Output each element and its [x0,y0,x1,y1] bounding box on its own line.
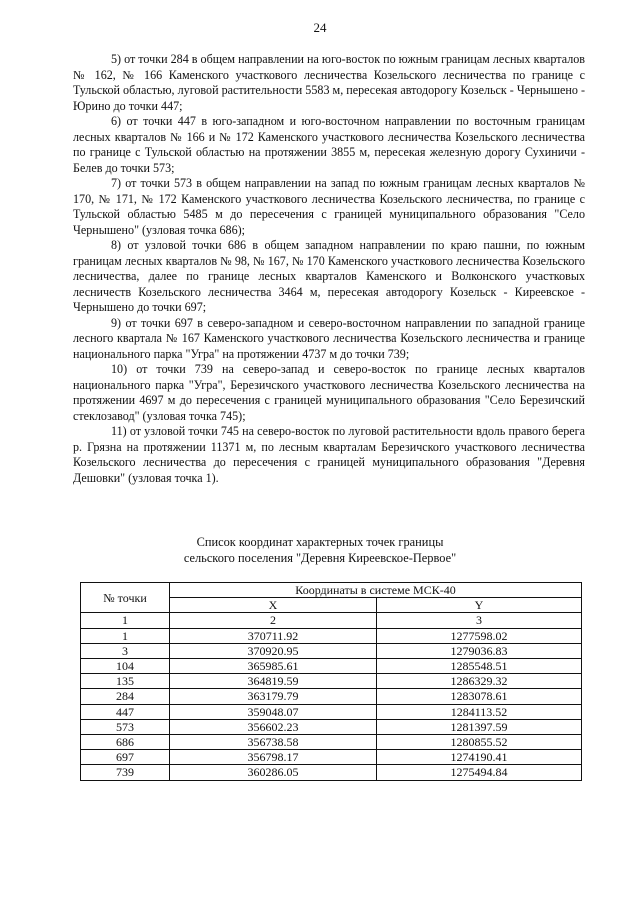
y-cell: 1280855.52 [377,735,582,750]
y-cell: 1285548.51 [377,659,582,674]
table-row [81,704,582,719]
column-number-row [81,613,582,628]
paragraph-5: 5) от точки 284 в общем направлении на юго-восток по южным границам лесных кварталов № 162, № 166 Каменского участкового лесничества Козельского лесничества по границе с Тульской областью, луговой растительности 5583 м, пересекая автодорогу Козельск - Чернышено - Юрино до точки 447; [73,52,585,113]
paragraph-9: 9) от точки 697 в северо-западном и северо-восточном направлении по западной границе лесного квартала № 167 Каменского участкового лесничества Козельского лесничества и границе национального парка "Угра" на протяжении 4737 м до точки 739; [73,315,585,361]
y-cell: 1279036.83 [377,643,582,658]
point-cell: 573 [81,719,170,734]
header-coordinate-system: Координаты в системе МСК-40 [170,583,582,598]
point-cell: 1 [81,628,170,643]
paragraph-11: 11) от узловой точки 745 на северо-восток по луговой растительности вдоль правого берега р. Грязна на протяжении 11371 м, по лесным кварталам Березичского участкового лесничества Козельского лесничества до пересечения с границей муниципального образования "Деревня Дешовки" (узловая точка 1). [73,424,585,485]
table-row [81,735,582,750]
body-text [73,52,585,486]
x-cell: 360286.05 [170,765,377,780]
table-row [81,643,582,658]
x-cell: 356602.23 [170,719,377,734]
x-cell: 363179.79 [170,689,377,704]
table-row [81,719,582,734]
paragraph-7: 7) от точки 573 в общем направлении на запад по южным границам лесных кварталов № 170, № 171, № 172 Каменского участкового лесничества Козельского лесничества, по границе с Тульской областью 5485 м до пересечения с границей муниципального образования "Село Чернышено" (узловая точка 686); [73,176,585,237]
x-cell: 359048.07 [170,704,377,719]
table-row [81,750,582,765]
y-cell: 1275494.84 [377,765,582,780]
y-cell: 1274190.41 [377,750,582,765]
table-caption [0,534,640,566]
paragraph-10: 10) от точки 739 на северо-запад и северо-восток по границе лесных кварталов национального парка "Угра", Березичского участкового лесничества Козельского лесничества на протяжении 4697 м до пересечения с границей муниципального образования "Село Березичский стеклозавод" (узловая точка 745); [73,362,585,423]
y-cell: 1284113.52 [377,704,582,719]
y-cell: 1277598.02 [377,628,582,643]
x-cell: 356798.17 [170,750,377,765]
column-number-3: 3 [377,613,582,628]
table-row [81,628,582,643]
x-cell: 370711.92 [170,628,377,643]
caption-line-2: сельского поселения "Деревня Киреевское-Первое" [183,551,457,565]
y-cell: 1286329.32 [377,674,582,689]
x-cell: 364819.59 [170,674,377,689]
table-row [81,689,582,704]
table-row [81,659,582,674]
table-row [81,674,582,689]
header-point-number: № точки [81,583,170,613]
paragraph-6: 6) от точки 447 в юго-западном и юго-восточном направлении по восточным границам лесных кварталов № 166 и № 172 Каменского участкового лесничества Козельского лесничества по границе с Тульской областью на протяжении 3855 м, пересекая железную дорогу Сухиничи - Белев до точки 573; [73,114,585,175]
point-cell: 697 [81,750,170,765]
point-cell: 739 [81,765,170,780]
x-cell: 365985.61 [170,659,377,674]
coordinates-table [80,582,582,781]
x-cell: 356738.58 [170,735,377,750]
y-cell: 1283078.61 [377,689,582,704]
point-cell: 284 [81,689,170,704]
point-cell: 686 [81,735,170,750]
column-number-1: 1 [81,613,170,628]
header-y: Y [377,598,582,613]
point-cell: 3 [81,643,170,658]
table-row [81,765,582,780]
page-number: 24 [313,20,327,35]
point-cell: 447 [81,704,170,719]
caption-line-1: Список координат характерных точек границы [196,535,444,549]
header-x: X [170,598,377,613]
column-number-2: 2 [170,613,377,628]
x-cell: 370920.95 [170,643,377,658]
point-cell: 135 [81,674,170,689]
y-cell: 1281397.59 [377,719,582,734]
point-cell: 104 [81,659,170,674]
paragraph-8: 8) от узловой точки 686 в общем западном направлении по краю пашни, по южным границам лесных кварталов № 98, № 167, № 170 Каменского участкового лесничества Козельского лесничества, далее по границе лесных кварталов Каменского и Волконского участковых лесничеств Козельского лесничества 3464 м, пересекая автодорогу Козельск - Киреевское - Чернышено до точки 697; [73,238,585,314]
